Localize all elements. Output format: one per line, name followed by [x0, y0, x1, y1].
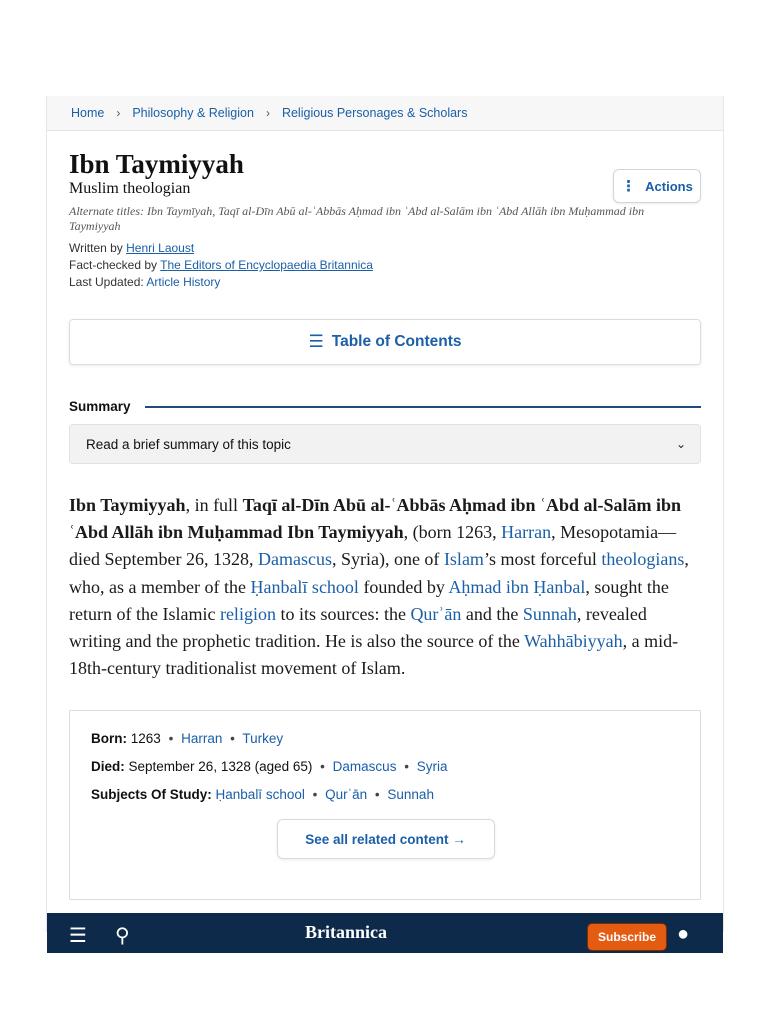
page-subtitle: Muslim theologian — [69, 180, 191, 197]
chevron-down-icon: ⌄ — [675, 437, 686, 451]
subject-name: Ibn Taymiyyah — [69, 495, 186, 515]
fact-died — [91, 753, 680, 781]
summary-toggle[interactable] — [69, 424, 701, 464]
actions-label: Actions — [645, 178, 693, 194]
last-updated-row — [69, 274, 701, 291]
written-by-row — [69, 240, 701, 257]
search-icon[interactable]: ⚲ — [115, 925, 130, 947]
quick-facts-box — [69, 710, 701, 900]
link-quran[interactable]: Qurʾān — [410, 603, 462, 624]
fact-checked-label: Fact-checked by — [69, 258, 158, 272]
written-by-label: Written by — [69, 241, 123, 255]
text: , in full — [185, 495, 243, 515]
breadcrumb-religious-personages[interactable]: Religious Personages & Scholars — [281, 106, 468, 120]
text: ’s most forceful — [483, 549, 602, 570]
text: , (born 1263, — [403, 522, 502, 543]
hamburger-menu-icon[interactable]: ☰ — [69, 925, 87, 947]
list-icon: ☰ — [308, 332, 324, 351]
summary-divider — [145, 406, 701, 408]
bullet: • — [374, 787, 380, 803]
breadcrumb-separator: › — [116, 106, 121, 120]
text: , Mesopotamia—died September 26, 1328, — [69, 522, 677, 570]
fact-link-quran[interactable]: Qurʾān — [325, 787, 368, 803]
article-intro-paragraph — [69, 492, 701, 682]
see-all-related-button[interactable]: See all related content → — [277, 819, 495, 859]
fact-link-syria[interactable]: Syria — [416, 759, 448, 775]
text: , Syria), one of — [331, 549, 444, 570]
text: , a mid-18th-century traditionalist movement of Islam. — [69, 631, 679, 679]
article-content — [47, 149, 723, 900]
breadcrumb-home[interactable]: Home — [71, 106, 105, 120]
breadcrumb-philosophy-religion[interactable]: Philosophy & Religion — [132, 106, 254, 120]
bullet: • — [320, 759, 325, 775]
user-icon[interactable]: ● — [677, 923, 690, 945]
bullet: • — [168, 731, 174, 747]
bullet: • — [312, 787, 318, 803]
fact-link-damascus[interactable]: Damascus — [332, 759, 397, 775]
article-history-link[interactable]: Article History — [146, 275, 221, 289]
fact-checker-link[interactable]: The Editors of Encyclopaedia Britannica — [160, 258, 373, 272]
link-islam[interactable]: Islam — [443, 549, 484, 570]
bullet: • — [404, 759, 409, 775]
link-theologians[interactable]: theologians — [601, 549, 685, 570]
page-frame — [46, 96, 724, 947]
last-updated-label: Last Updated: — [69, 275, 144, 289]
fact-born — [91, 725, 680, 753]
link-harran[interactable]: Harran — [501, 522, 552, 543]
link-religion[interactable]: religion — [219, 603, 276, 624]
fact-born-label: Born: — [91, 731, 127, 747]
fact-link-turkey[interactable]: Turkey — [242, 731, 284, 747]
subscribe-button[interactable]: Subscribe — [587, 923, 667, 951]
link-damascus[interactable]: Damascus — [257, 549, 332, 570]
actions-button[interactable] — [613, 169, 701, 203]
britannica-logo[interactable]: Britannica — [305, 922, 388, 942]
text: , revealed writing and the prophetic tradition. He is also the source of the — [69, 603, 647, 652]
text: founded by — [358, 576, 449, 597]
text: , who, as a member of the — [69, 549, 689, 597]
toc-label: Table of Contents — [331, 333, 462, 350]
text: to its sources: the — [275, 603, 411, 624]
subject-full-name: Taqī al-Dīn Abū al-ʿAbbās Aḥmad ibn ʿAbd al-Salām ibn ʿAbd Allāh ibn Muḥammad Ibn Taymiyyah — [69, 495, 682, 543]
fact-born-year: 1263 — [130, 731, 161, 747]
fact-subjects-label: Subjects Of Study: — [91, 787, 212, 803]
link-wahhabiyyah[interactable]: Wahhābiyyah — [524, 631, 623, 652]
text: and the — [461, 603, 523, 624]
summary-header — [69, 399, 701, 414]
breadcrumb-separator: › — [265, 106, 270, 120]
fact-link-hanbali-school[interactable]: Ḥanbalī school — [215, 787, 305, 803]
fact-subjects — [91, 781, 680, 809]
fact-link-harran[interactable]: Harran — [181, 731, 223, 747]
alternate-titles: Alternate titles: Ibn Taymīyah, Taqī al-Dīn Abū al-ʿAbbās Aḥmad ibn ʿAbd al-Salām ibn ʿAbd Allāh ibn Muḥammad ibn Taymiyyah — [69, 204, 645, 233]
breadcrumb — [47, 96, 723, 131]
link-ahmad-ibn-hanbal[interactable]: Aḥmad ibn Ḥanbal — [448, 576, 586, 597]
text: , sought the return of the Islamic — [69, 576, 669, 624]
author-link[interactable]: Henri Laoust — [126, 241, 195, 255]
article-meta — [69, 240, 701, 291]
page-title: Ibn Taymiyyah — [69, 149, 244, 179]
bullet: • — [230, 731, 235, 747]
table-of-contents-button[interactable] — [69, 319, 701, 365]
fact-checked-row — [69, 257, 701, 274]
bottom-nav-bar — [47, 913, 723, 953]
link-sunnah[interactable]: Sunnah — [522, 603, 577, 624]
fact-died-label: Died: — [91, 759, 125, 775]
fact-link-sunnah[interactable]: Sunnah — [387, 787, 434, 803]
summary-heading: Summary — [69, 399, 131, 414]
link-hanbali-school[interactable]: Ḥanbalī school — [250, 576, 359, 597]
fact-died-date: September 26, 1328 (aged 65) — [128, 759, 313, 775]
summary-toggle-label: Read a brief summary of this topic — [86, 436, 291, 452]
kebab-menu-icon: ⋮ — [621, 178, 636, 195]
